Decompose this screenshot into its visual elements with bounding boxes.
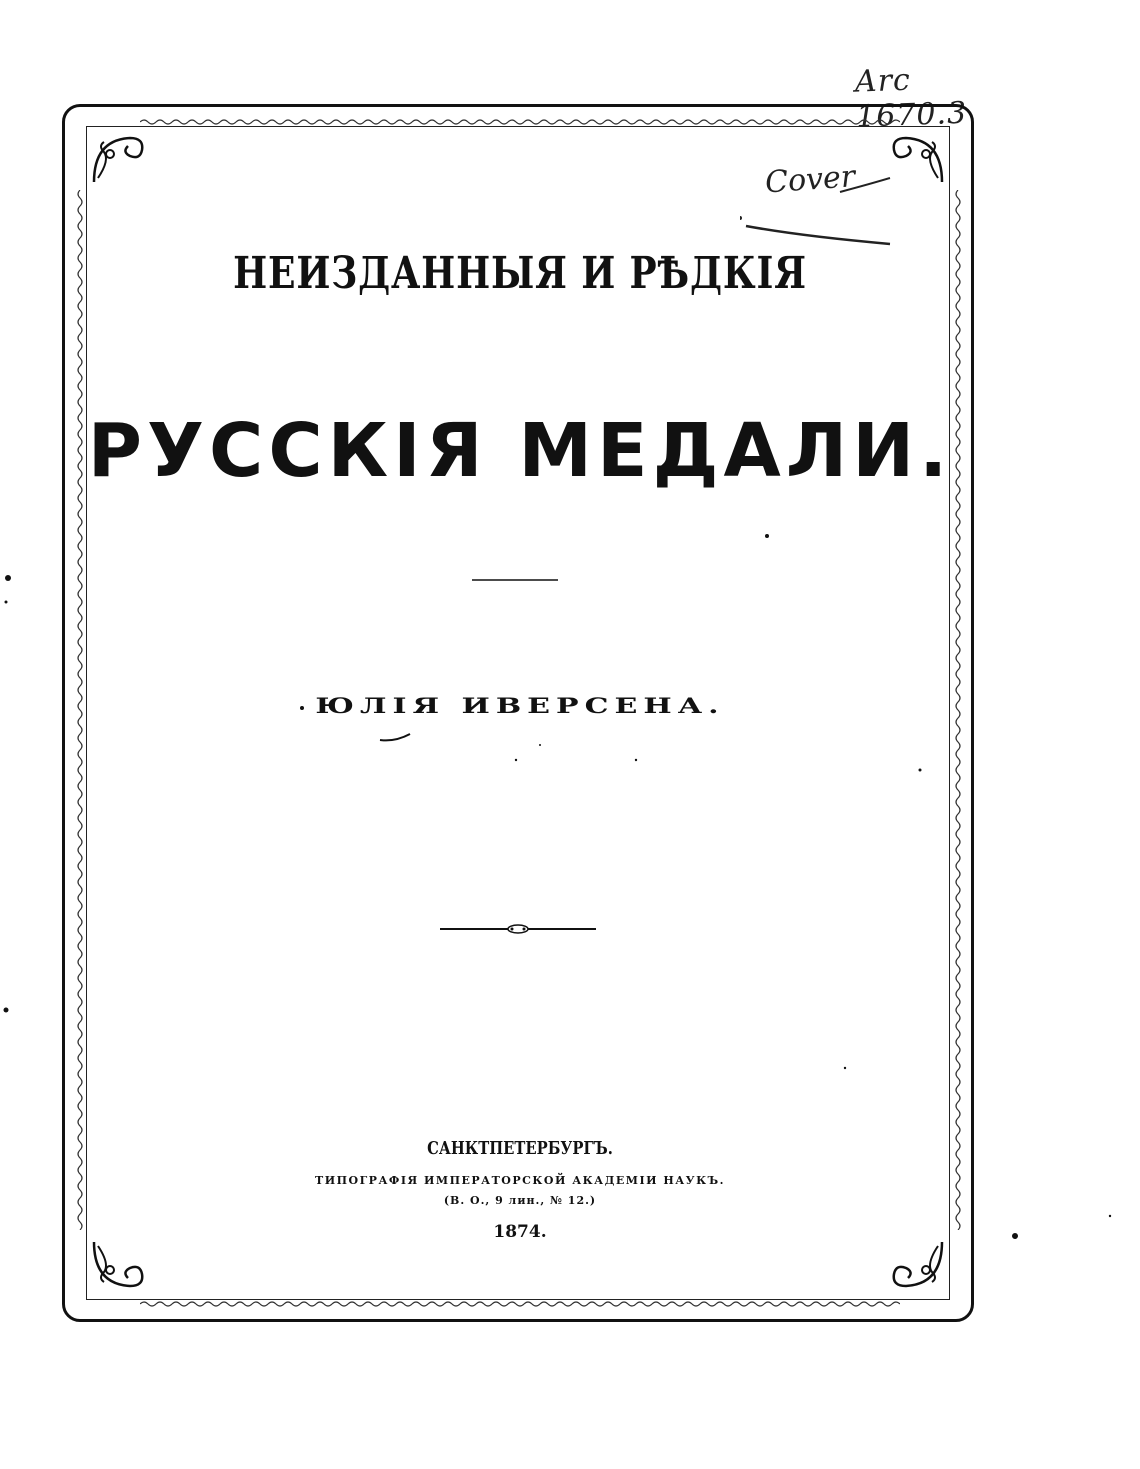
wavy-border-right-icon [952,190,964,1230]
wavy-border-left-icon [74,190,86,1230]
imprint-address: (В. О., 9 лин., № 12.) [443,1194,597,1207]
corner-flourish-bottom-right-icon [890,1238,946,1294]
handwritten-shelfmark: Arc 1670.3 [854,62,968,135]
imprint-city: САНКТПЕТЕРБУРГЪ. [427,1138,613,1159]
corner-flourish-bottom-left-icon [90,1238,146,1294]
rule-ornament-icon [438,920,600,938]
wavy-border-bottom-icon [140,1298,900,1310]
wavy-border-top-icon [140,116,900,128]
title-line-2: РУССКІЯ МЕДАЛИ. [87,408,953,494]
corner-flourish-top-left-icon [90,130,146,186]
handwritten-cover-note: Cover [763,159,857,201]
corner-flourish-top-right-icon [890,130,946,186]
title-line-1: НЕИЗДАННЫЯ И РѢДКІЯ [233,248,807,299]
imprint-printer: ТИПОГРАФІЯ ИМПЕРАТОРСКОЙ АКАДЕМІИ НАУКЪ. [315,1174,725,1187]
imprint-year: 1874. [493,1222,547,1242]
author-line: ЮЛІЯ ИВЕРСЕНА. [315,694,725,719]
short-rule-icon [470,576,570,584]
